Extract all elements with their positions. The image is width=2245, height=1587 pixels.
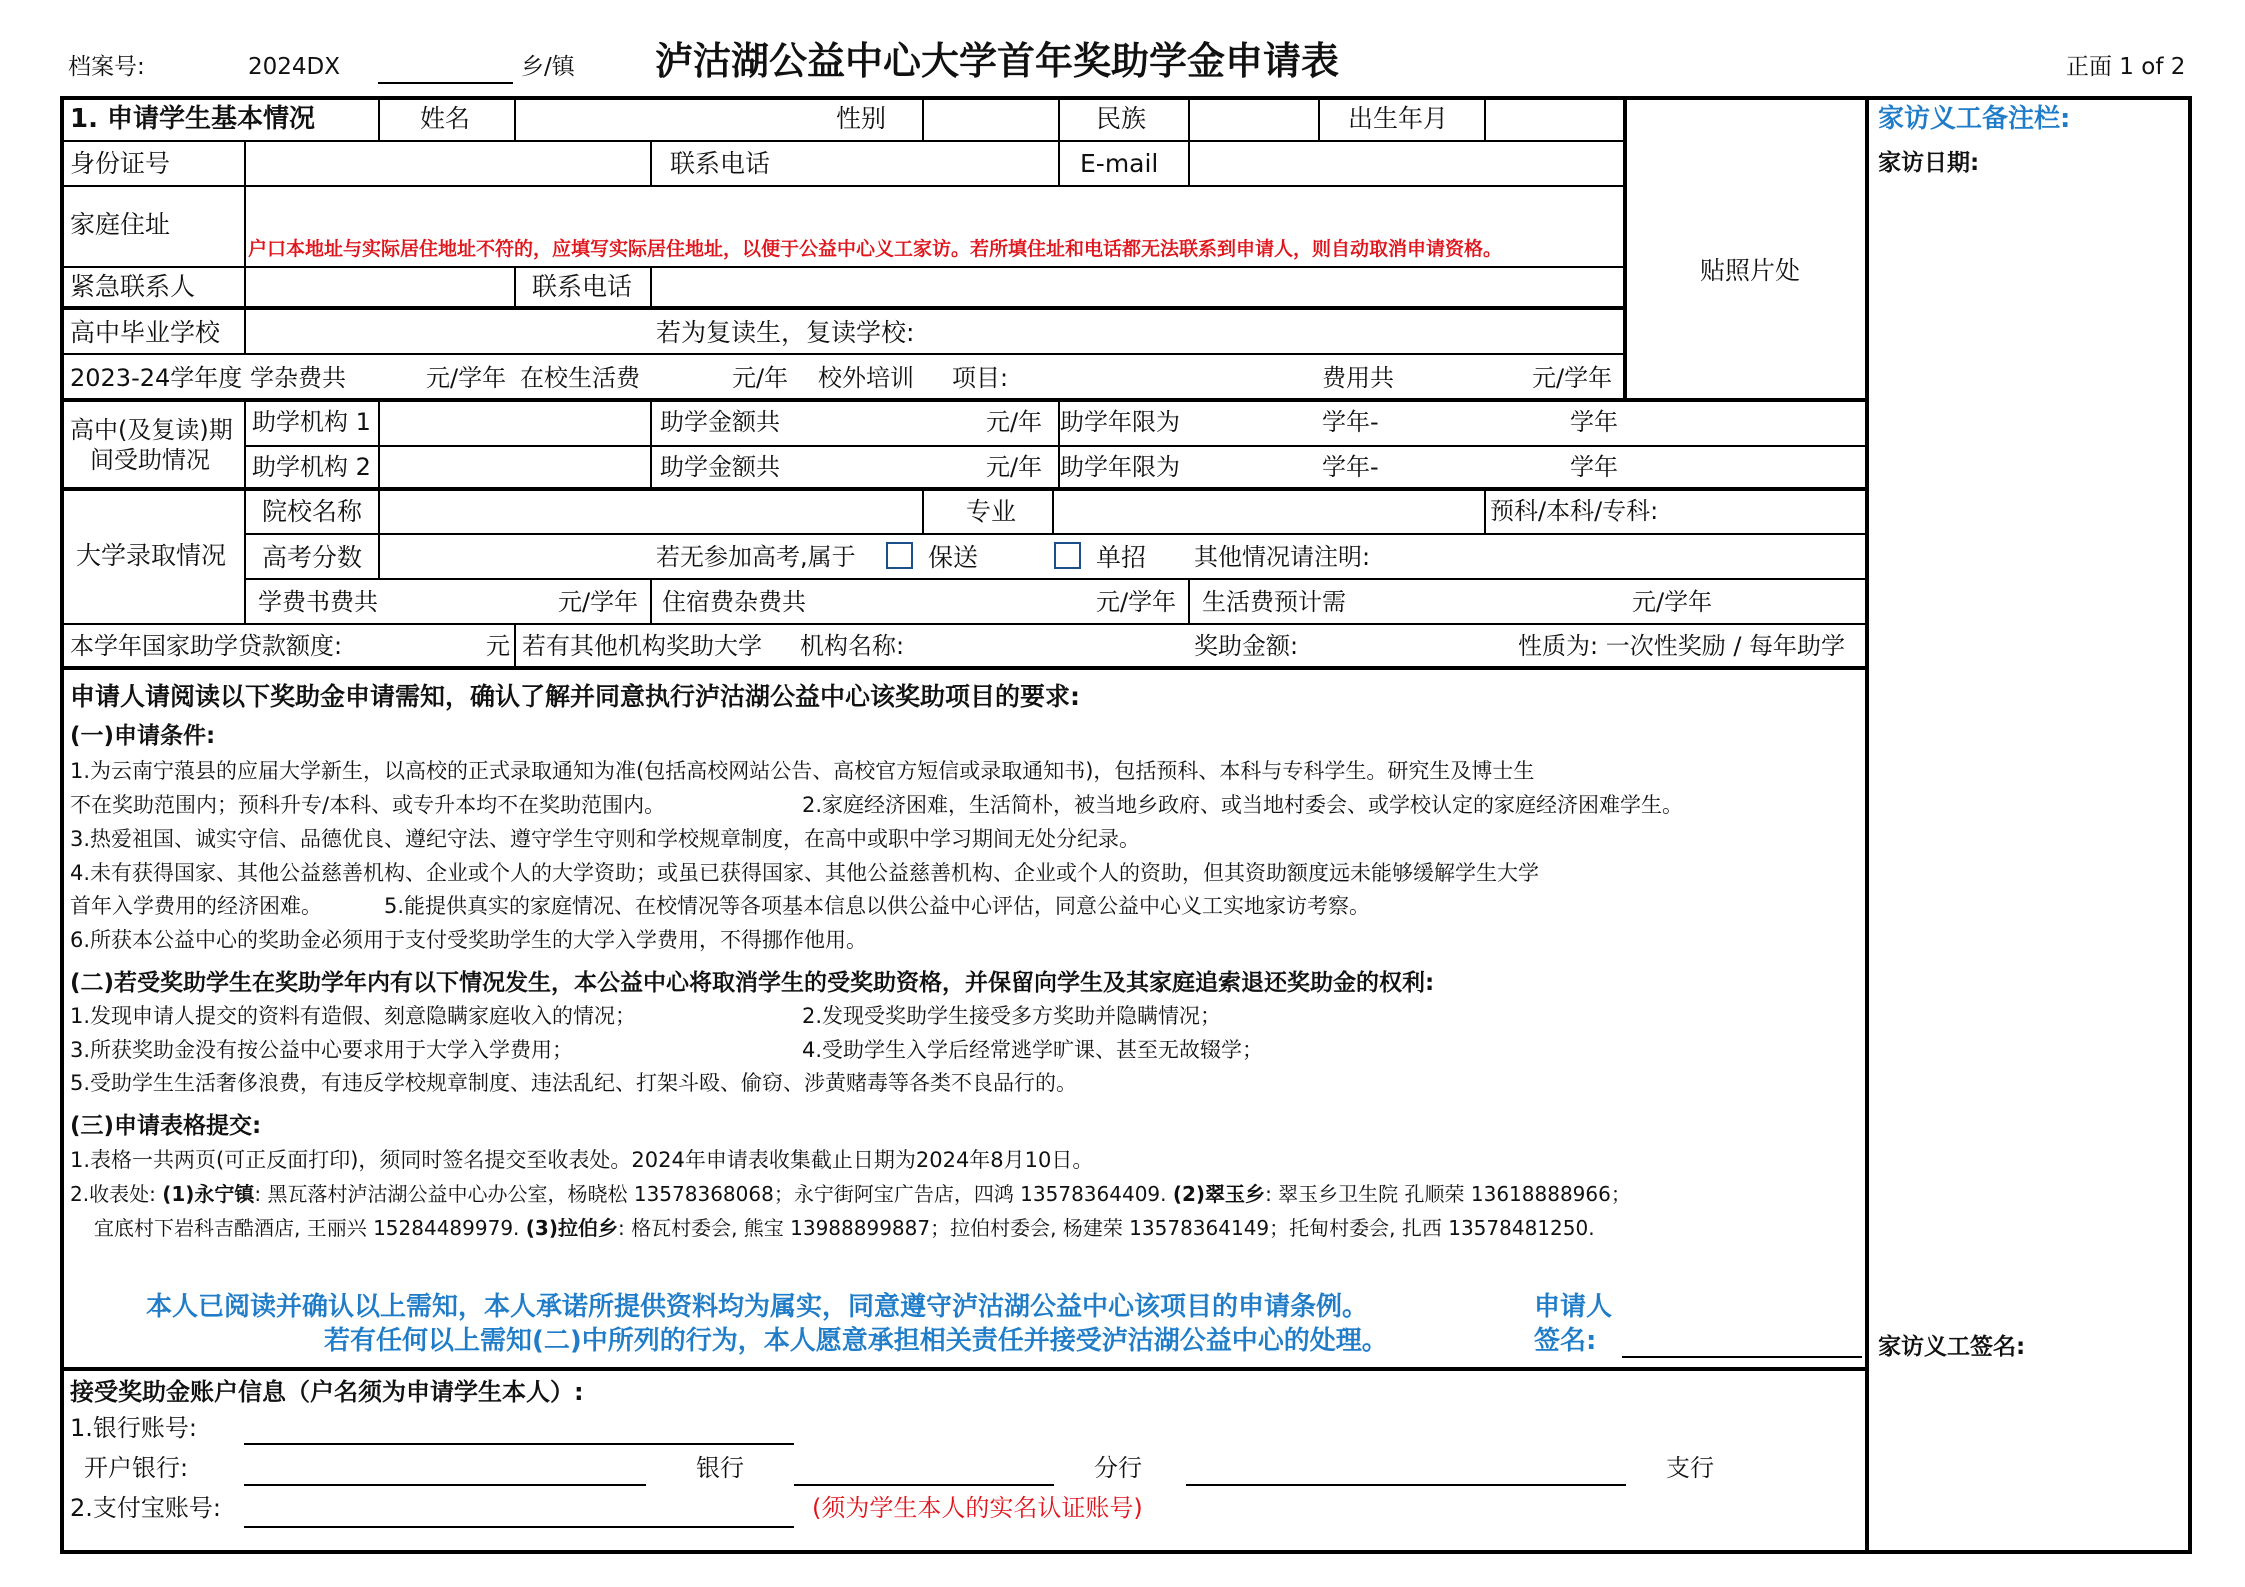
other-aid-org-label: 机构名称:: [800, 632, 905, 660]
declaration-line-1: 本人已阅读并确认以上需知，本人承诺所提供资料均为属实，同意遵守泸沽湖公益中心该项目的申请条例。: [146, 1292, 1369, 1322]
major-field[interactable]: [1054, 492, 1482, 532]
major-label: 专业: [966, 497, 1017, 526]
applicant-label: 申请人: [1534, 1292, 1613, 1322]
aid-period-1-label: 助学年限为: [1060, 408, 1180, 436]
gender-label: 性别: [836, 104, 887, 133]
alipay-note: (须为学生本人的实名认证账号): [812, 1494, 1143, 1522]
open-bank-label: 开户银行:: [84, 1454, 189, 1482]
township-label: 乡/镇: [521, 54, 575, 80]
volunteer-notes-title: 家访义工备注栏:: [1878, 104, 2071, 134]
notice-s1-line-3: 3.热爱祖国、诚实守信、品德优良、遵纪守法、遵守学生守则和学校规章制度，在高中或职中学习期间无处分纪录。: [70, 827, 1141, 851]
tuition-label: 学杂费共: [250, 364, 346, 392]
aid-amount-1-unit: 元/年: [986, 408, 1043, 436]
lodging-fee-unit: 元/学年: [1096, 588, 1177, 616]
email-field[interactable]: [1190, 142, 1622, 184]
declaration-line-2: 若有任何以上需知(二)中所列的行为，本人愿意承担相关责任并接受泸沽湖公益中心的处理。: [324, 1326, 1388, 1356]
phone-field[interactable]: [790, 142, 1056, 184]
notice-section-2-title: (二)若受奖助学生在奖助学年内有以下情况发生，本公益中心将取消学生的受奖助资格，并保留向学生及其家庭追索退还奖助金的权利:: [70, 970, 1435, 996]
exam-score-field[interactable]: [380, 536, 640, 576]
training-fee-label: 费用共: [1322, 364, 1394, 392]
single-exam-checkbox[interactable]: [1054, 542, 1081, 569]
aid-period-2-label: 助学年限为: [1060, 453, 1180, 481]
notice-s2-line-1a: 1.发现申请人提交的资料有造假、刻意隐瞒家庭收入的情况；: [70, 1004, 637, 1028]
university-name-field[interactable]: [380, 492, 920, 532]
notice-s2-line-2b: 4.受助学生入学后经常逃学旷课、甚至无故辍学；: [802, 1038, 1264, 1062]
visit-date-label: 家访日期:: [1878, 150, 1980, 176]
admission-label: 大学录取情况: [76, 541, 227, 570]
birth-label: 出生年月: [1348, 104, 1449, 133]
books-fee-label: 学费书费共: [258, 588, 378, 616]
school-year-label: 2023-24学年度: [70, 364, 243, 392]
emergency-contact-field[interactable]: [246, 268, 512, 306]
phone-label: 联系电话: [670, 149, 771, 178]
lodging-fee-label: 住宿费杂费共: [662, 588, 806, 616]
sub-branch-label: 支行: [1666, 1454, 1714, 1482]
file-number-value: 2024DX: [248, 54, 340, 80]
notice-s3-line-2: 2.收表处: (1)永宁镇: 黑瓦落村泸沽湖公益中心办公室，杨晓松 13578368068；永宁街阿宝广告店，四鸿 13578364409. (2)翠玉乡: 翠玉乡卫生院 孔顺荣 13618888966；: [70, 1182, 1631, 1206]
notice-s2-line-1b: 2.发现受奖助学生接受多方奖助并隐瞒情况；: [802, 1004, 1222, 1028]
file-number-label: 档案号:: [68, 54, 145, 80]
birth-field[interactable]: [1486, 98, 1622, 140]
high-school-field[interactable]: [246, 311, 646, 353]
aid-period-2-to: 学年: [1570, 453, 1618, 481]
university-name-label: 院校名称: [262, 497, 363, 526]
exam-score-label: 高考分数: [262, 543, 363, 572]
other-aid-amount-label: 奖助金额:: [1194, 632, 1299, 660]
notice-s1-line-5a: 首年入学费用的经济困难。: [70, 894, 322, 918]
volunteer-column-border: [1865, 96, 1869, 1554]
living-expense-label: 生活费预计需: [1202, 588, 1346, 616]
emergency-phone-label: 联系电话: [532, 272, 633, 301]
notice-s1-line-1: 1.为云南宁蒗县的应届大学新生，以高校的正式录取通知为准(包括高校网站公告、高校官方短信或录取通知书)，包括预科、本科与专科学生。研究生及博士生: [70, 759, 1535, 783]
bank-name-line[interactable]: [244, 1484, 646, 1486]
loan-amount-unit: 元: [486, 632, 510, 660]
page-indicator: 正面 1 of 2: [2066, 54, 2186, 80]
living-cost-unit: 元/年: [732, 364, 789, 392]
notice-intro: 申请人请阅读以下奖助金申请需知，确认了解并同意执行泸沽湖公益中心该奖助项目的要求:: [70, 682, 1081, 711]
notice-section-3-title: (三)申请表格提交:: [70, 1113, 262, 1139]
living-expense-unit: 元/学年: [1632, 588, 1713, 616]
notice-s3-line-1: 1.表格一共两页(可正反面打印)，须同时签名提交至收表处。2024年申请表收集截止日期为2024年8月10日。: [70, 1148, 1094, 1172]
emergency-contact-label: 紧急联系人: [70, 272, 196, 301]
form-title: 泸沽湖公益中心大学首年奖助学金申请表: [655, 39, 1340, 83]
email-label: E-mail: [1080, 149, 1159, 178]
notice-s1-line-5b: 5.能提供真实的家庭情况、在校情况等各项基本信息以供公益中心评估，同意公益中心义工实地家访考察。: [384, 894, 1371, 918]
applicant-signature-line[interactable]: [1622, 1356, 1862, 1358]
gender-field[interactable]: [924, 98, 1056, 140]
bank-account-line[interactable]: [244, 1443, 794, 1445]
branch-label: 分行: [1094, 1454, 1142, 1482]
aid-amount-1-label: 助学金额共: [660, 408, 780, 436]
township-input-line[interactable]: [378, 82, 513, 84]
aid-period-1-from: 学年-: [1322, 408, 1379, 436]
aid-org-2-field[interactable]: [380, 447, 648, 487]
training-fee-unit: 元/学年: [1532, 364, 1613, 392]
section-basic-title: 1. 申请学生基本情况: [70, 104, 316, 134]
other-situation-label: 其他情况请注明:: [1194, 543, 1371, 571]
training-item-label: 项目:: [952, 364, 1009, 392]
address-field[interactable]: [246, 187, 1622, 235]
photo-placeholder[interactable]: 贴照片处: [1700, 256, 1801, 285]
sub-branch-name-line[interactable]: [1186, 1484, 1626, 1486]
volunteer-notes-area[interactable]: [1872, 185, 2188, 1325]
aid-amount-2-label: 助学金额共: [660, 453, 780, 481]
ethnicity-label: 民族: [1096, 104, 1147, 133]
address-note: 户口本地址与实际居住地址不符的，应填写实际居住地址，以便于公益中心义工家访。若所填住址和电话都无法联系到申请人，则自动取消申请资格。: [248, 238, 1503, 260]
notice-section-1-title: (一)申请条件:: [70, 723, 216, 749]
bank-account-label: 1.银行账号:: [70, 1414, 197, 1442]
aid-period-1-to: 学年: [1570, 408, 1618, 436]
other-aid-label: 若有其他机构奖助大学: [522, 632, 762, 660]
volunteer-signature-label: 家访义工签名:: [1878, 1334, 2026, 1360]
name-label: 姓名: [420, 104, 471, 133]
bank-label: 银行: [696, 1454, 744, 1482]
notice-s1-line-6: 6.所获本公益中心的奖助金必须用于支付受奖助学生的大学入学费用，不得挪作他用。: [70, 928, 868, 952]
aid-period-2-from: 学年-: [1322, 453, 1379, 481]
recommend-label: 保送: [928, 543, 979, 572]
notice-s1-line-4: 4.未有获得国家、其他公益慈善机构、企业或个人的大学资助；或虽已获得国家、其他公益慈善机构、企业或个人的资助，但其资助额度远未能够缓解学生大学: [70, 861, 1540, 885]
aid-org-1-label: 助学机构 1: [252, 408, 371, 436]
notice-s2-line-2a: 3.所获奖助金没有按公益中心要求用于大学入学费用；: [70, 1038, 574, 1062]
ethnicity-field[interactable]: [1190, 98, 1316, 140]
single-exam-label: 单招: [1096, 543, 1147, 572]
aid-history-label-1: 高中(及复读)期: [70, 416, 233, 444]
branch-name-line[interactable]: [794, 1484, 1054, 1486]
applicant-sign-label: 签名:: [1534, 1326, 1597, 1356]
notice-s1-line-2b: 2.家庭经济困难，生活简朴，被当地乡政府、或当地村委会、或学校认定的家庭经济困难学生。: [802, 793, 1684, 817]
books-fee-unit: 元/学年: [558, 588, 639, 616]
address-label: 家庭住址: [70, 210, 171, 239]
repeat-school-label: 若为复读生，复读学校:: [656, 318, 915, 347]
photo-box-border: [1623, 96, 1627, 398]
notice-s1-line-2a: 不在奖助范围内；预科升专/本科、或专升本均不在奖助范围内。: [70, 793, 666, 817]
notice-s3-line-3: 宜底村下岩科吉酷酒店, 王丽兴 15284489979. (3)拉伯乡: 格瓦村委会, 熊宝 13988899887；拉伯村委会, 杨建荣 13578364149；托甸村委会, 扎西 13578481250.: [94, 1216, 1595, 1240]
living-cost-label: 在校生活费: [520, 364, 640, 392]
aid-history-label-2: 间受助情况: [90, 446, 210, 474]
id-number-label: 身份证号: [70, 149, 171, 178]
degree-level-label: 预科/本科/专科:: [1490, 497, 1659, 525]
tuition-unit: 元/学年: [426, 364, 507, 392]
notice-s2-line-3: 5.受助学生生活奢侈浪费，有违反学校规章制度、违法乱纪、打架斗殴、偷窃、涉黄赌毒等各类不良品行的。: [70, 1071, 1078, 1095]
other-aid-nature-label: 性质为: 一次性奖励 / 每年助学: [1518, 632, 1846, 660]
id-number-field[interactable]: [246, 142, 648, 184]
aid-org-2-label: 助学机构 2: [252, 453, 371, 481]
aid-amount-2-unit: 元/年: [986, 453, 1043, 481]
no-exam-label: 若无参加高考,属于: [656, 543, 856, 571]
loan-amount-label: 本学年国家助学贷款额度:: [70, 632, 343, 660]
aid-org-1-field[interactable]: [380, 402, 648, 444]
alipay-label: 2.支付宝账号:: [70, 1494, 221, 1522]
recommend-checkbox[interactable]: [886, 542, 913, 569]
high-school-label: 高中毕业学校: [70, 318, 221, 347]
alipay-account-line[interactable]: [244, 1526, 794, 1528]
training-label: 校外培训: [818, 364, 914, 392]
bank-section-title: 接受奖助金账户信息（户名须为申请学生本人）:: [70, 1378, 584, 1406]
emergency-phone-field[interactable]: [652, 268, 1622, 306]
